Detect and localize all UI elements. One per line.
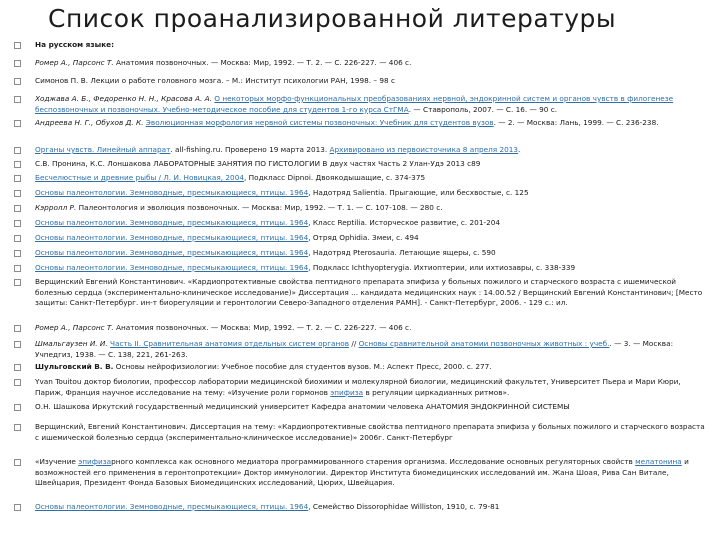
reference-item — [12, 118, 710, 129]
reference-item — [12, 218, 710, 229]
square-bullet-icon — [14, 190, 21, 197]
square-bullet-icon — [14, 341, 21, 348]
reference-item — [12, 323, 710, 334]
reference-fragment: Шмальгаузен И. И. — [35, 339, 108, 348]
reference-text — [35, 323, 411, 332]
reference-link[interactable]: мелатонина — [635, 457, 682, 466]
reference-item — [12, 40, 710, 51]
reference-fragment: , Подкласс Dipnoi. Двоякодышащие, с. 374-375 — [243, 173, 426, 182]
square-bullet-icon — [14, 424, 21, 431]
reference-item — [12, 277, 710, 309]
reference-fragment: На русском языке: — [35, 40, 115, 49]
reference-fragment: Основы нейрофизиологии: Учебное пособие для студентов вузов. М.: Аспект Пресс, 2000. с. 277. — [113, 362, 492, 371]
reference-item — [12, 145, 710, 156]
square-bullet-icon — [14, 147, 21, 154]
reference-fragment: . — 3. — Москва: Учпедгиз, 1938. — С. 138, 221, 261-263. — [35, 339, 674, 359]
reference-fragment: О.Н. Шашкова Иркутский государственный медицинский университет Кафедра анатомии человека АНАТОМИЯ ЭНДОКРИННОЙ СИСТЕМЫ — [35, 402, 570, 411]
reference-item — [12, 58, 710, 69]
reference-item — [12, 263, 710, 274]
reference-text — [35, 233, 419, 242]
reference-fragment: рного комплекса как основного медиатора программированного старения организма. Исследование основных регуляторных свойств — [111, 457, 636, 466]
reference-fragment: «Изучение — [35, 457, 79, 466]
reference-fragment: Верщинский, Евгений Константинович. Диссертация на тему: «Кардиопротективные свойства пептидного препарата эпифиза у больных пожилого и старческого возраста с ишемической болезнью сердца (экспериментально-клиническое исследование)» 2006г. Санкт-Петербург — [35, 422, 705, 442]
reference-fragment: в регуляции циркадианных ритмов». — [363, 387, 510, 397]
reference-link[interactable]: Часть II. Сравнительная анатомия отдельных систем органов — [110, 339, 350, 348]
reference-fragment: С.В. Пронина, К.С. Лоншакова ЛАБОРАТОРНЫЕ ЗАНЯТИЯ ПО ГИСТОЛОГИИ В двух частях Часть 2 Улан-Удэ 2013 с89 — [35, 159, 481, 168]
reference-text — [35, 263, 575, 272]
reference-fragment: , Класс Reptilia. Исторческое развитие, с. 201-204 — [308, 218, 501, 227]
reference-text — [35, 58, 411, 67]
reference-text — [35, 40, 114, 49]
reference-item — [12, 173, 710, 184]
reference-item — [12, 377, 710, 398]
reference-fragment: . — 2. — Москва: Лань, 1999. — С. 236-238. — [493, 118, 659, 127]
reference-fragment: Ходжава А. Б., Федоренко Н. Н., Красова А. А. — [35, 94, 212, 103]
reference-link[interactable]: Органы чувств. Линейный аппарат — [35, 145, 171, 154]
reference-fragment: , Надотряд Pterosauria. Летающие ящеры, с. 590 — [308, 248, 496, 257]
square-bullet-icon — [14, 60, 21, 67]
square-bullet-icon — [14, 379, 21, 386]
square-bullet-icon — [14, 175, 21, 182]
square-bullet-icon — [14, 250, 21, 257]
reference-fragment: , Семейство Dissorophidae Williston, 1910, с. 79-81 — [308, 502, 500, 511]
reference-fragment: Шульговский В. В. — [35, 362, 114, 371]
reference-link[interactable]: Основы палеонтологии. Земноводные, пресмыкающиеся, птицы. 1964 — [35, 218, 309, 227]
reference-link[interactable]: Бесчелюстные и древние рыбы / Л. И. Новицкая, 2004 — [35, 173, 244, 182]
square-bullet-icon — [14, 404, 21, 411]
reference-item — [12, 248, 710, 259]
reference-link[interactable]: Основы сравнительной анатомии позвоночных животных : учеб. — [358, 339, 610, 348]
reference-fragment: Андреева Н. Г., Обухов Д. К. — [35, 118, 144, 127]
reference-link[interactable]: Основы палеонтологии. Земноводные, пресмыкающиеся, птицы. 1964 — [35, 263, 309, 272]
reference-item — [12, 362, 710, 373]
reference-link[interactable]: эпифиза — [330, 387, 364, 397]
reference-item — [12, 402, 710, 413]
reference-link[interactable]: эпифиза — [78, 457, 112, 466]
reference-link[interactable]: Эволюционная морфология нервной системы позвоночных: Учебник для студентов вузов — [145, 118, 494, 127]
reference-fragment: и возможностей его применения в геронтопротекции» Доктор иммунологии. Директор Института биомедицинских исследований им. Жана Шоая, Рива Сан Витале, Швейцария, Президент Фонда Базовых Биомедицинских исследований, Цюрих, Швейцария. — [35, 457, 689, 488]
reference-item — [12, 159, 710, 170]
square-bullet-icon — [14, 364, 21, 371]
square-bullet-icon — [14, 504, 21, 511]
reference-text — [35, 277, 702, 307]
page-title: Список проанализированной литературы — [48, 4, 617, 33]
reference-fragment: , Подкласс Ichthyopterygia. Ихтиоптерии, или ихтиозавры, с. 338-339 — [308, 263, 576, 272]
square-bullet-icon — [14, 235, 21, 242]
reference-link[interactable]: Архивировано из первоисточника 8 апреля 2013 — [329, 145, 519, 154]
reference-fragment: , Надотряд Salientia. Прыгающие, или бесхвостые, с. 125 — [308, 188, 529, 197]
reference-text — [35, 145, 520, 154]
reference-text — [35, 173, 425, 182]
reference-text — [35, 502, 499, 511]
reference-text — [35, 203, 443, 212]
reference-fragment: Ромер А., Парсонс Т. — [35, 323, 114, 332]
reference-fragment: Палеонтология и эволюция позвоночных. — Москва: Мир, 1992. — Т. 1. — С. 107-108. — 280 с. — [76, 203, 443, 212]
reference-fragment: . — [518, 145, 521, 154]
reference-fragment: Ромер А., Парсонс Т. — [35, 58, 114, 67]
reference-link[interactable]: Основы палеонтологии. Земноводные, пресмыкающиеся, птицы. 1964 — [35, 502, 309, 511]
square-bullet-icon — [14, 325, 21, 332]
reference-item — [12, 76, 710, 87]
reference-fragment: Кэрролл Р. — [35, 203, 77, 212]
reference-fragment: , Отряд Ophidia. Змеи, с. 494 — [308, 233, 419, 242]
reference-item — [12, 502, 710, 513]
square-bullet-icon — [14, 120, 21, 127]
reference-item — [12, 457, 710, 489]
reference-text — [35, 76, 395, 85]
square-bullet-icon — [14, 96, 21, 103]
reference-text — [35, 377, 681, 397]
reference-text — [35, 159, 480, 168]
reference-fragment: . — Ставрополь, 2007. — С. 16. — 90 с. — [408, 104, 558, 114]
reference-text — [35, 362, 492, 371]
reference-text — [35, 339, 673, 359]
reference-text — [35, 94, 673, 114]
reference-text — [35, 118, 659, 127]
reference-fragment: Анатомия позвоночных. — Москва: Мир, 1992. — Т. 2. — С. 226-227. — 406 с. — [113, 58, 412, 67]
reference-text — [35, 422, 705, 442]
reference-text — [35, 218, 500, 227]
reference-item — [12, 94, 710, 115]
reference-text — [35, 188, 529, 197]
reference-fragment: Верщинский Евгений Константинович. «Кардиопротективные свойства пептидного препарата эпифиза у больных пожилого и старческого возраста с ишемической болезнью сердца (экспериментально-клиническое исследование)» Диссертация ... кандидата медицинских наук : 14.00.52 / Верщинский Евгений Константинович; [Место защиты: Санкт-Петербург. ин-т биорегуляции и геронтологии Северо-Западного отделения РАМН]. - Санкт-Петербург, 2006. - 129 с.: ил. — [35, 277, 703, 308]
square-bullet-icon — [14, 220, 21, 227]
reference-link[interactable]: О некоторых морфо-функциональных преобразованиях нервной, эндокринной систем и органов чувств в филогенезе беспозвоночных и позвоночных. Учебно-методическое пособие для студентов 1-го курса СтГМА — [35, 94, 674, 114]
square-bullet-icon — [14, 459, 21, 466]
square-bullet-icon — [14, 205, 21, 212]
reference-fragment: // — [349, 339, 359, 348]
reference-item — [12, 422, 710, 443]
reference-text — [35, 248, 496, 257]
square-bullet-icon — [14, 161, 21, 168]
reference-fragment: Yvan Touitou доктор биологии, профессор лаборатории медицинской биохимии и молекулярной биологии, медицинский факультет, Университет Пьера и Мари Кюри, Париж, Франция научное исследование на тему: «Изучение роли гормонов — [35, 377, 681, 397]
reference-link[interactable]: Основы палеонтологии. Земноводные, пресмыкающиеся, птицы. 1964 — [35, 233, 309, 242]
square-bullet-icon — [14, 279, 21, 286]
reference-item — [12, 203, 710, 214]
reference-text — [35, 402, 570, 411]
reference-link[interactable]: Основы палеонтологии. Земноводные, пресмыкающиеся, птицы. 1964 — [35, 248, 309, 257]
reference-link[interactable]: Основы палеонтологии. Земноводные, пресмыкающиеся, птицы. 1964 — [35, 188, 309, 197]
reference-fragment: . all-fishing.ru. Проверено 19 марта 2013. — [170, 145, 330, 154]
reference-fragment: Анатомия позвоночных. — Москва: Мир, 1992. — Т. 2. — С. 226-227. — 406 с. — [113, 323, 412, 332]
reference-text — [35, 457, 689, 487]
square-bullet-icon — [14, 265, 21, 272]
reference-item — [12, 233, 710, 244]
square-bullet-icon — [14, 78, 21, 85]
square-bullet-icon — [14, 42, 21, 49]
reference-item — [12, 188, 710, 199]
reference-item — [12, 339, 710, 360]
reference-fragment: Симонов П. В. Лекции о работе головного мозга. – М.: Институт психологии РАН, 1998. – 98 с — [35, 76, 395, 85]
